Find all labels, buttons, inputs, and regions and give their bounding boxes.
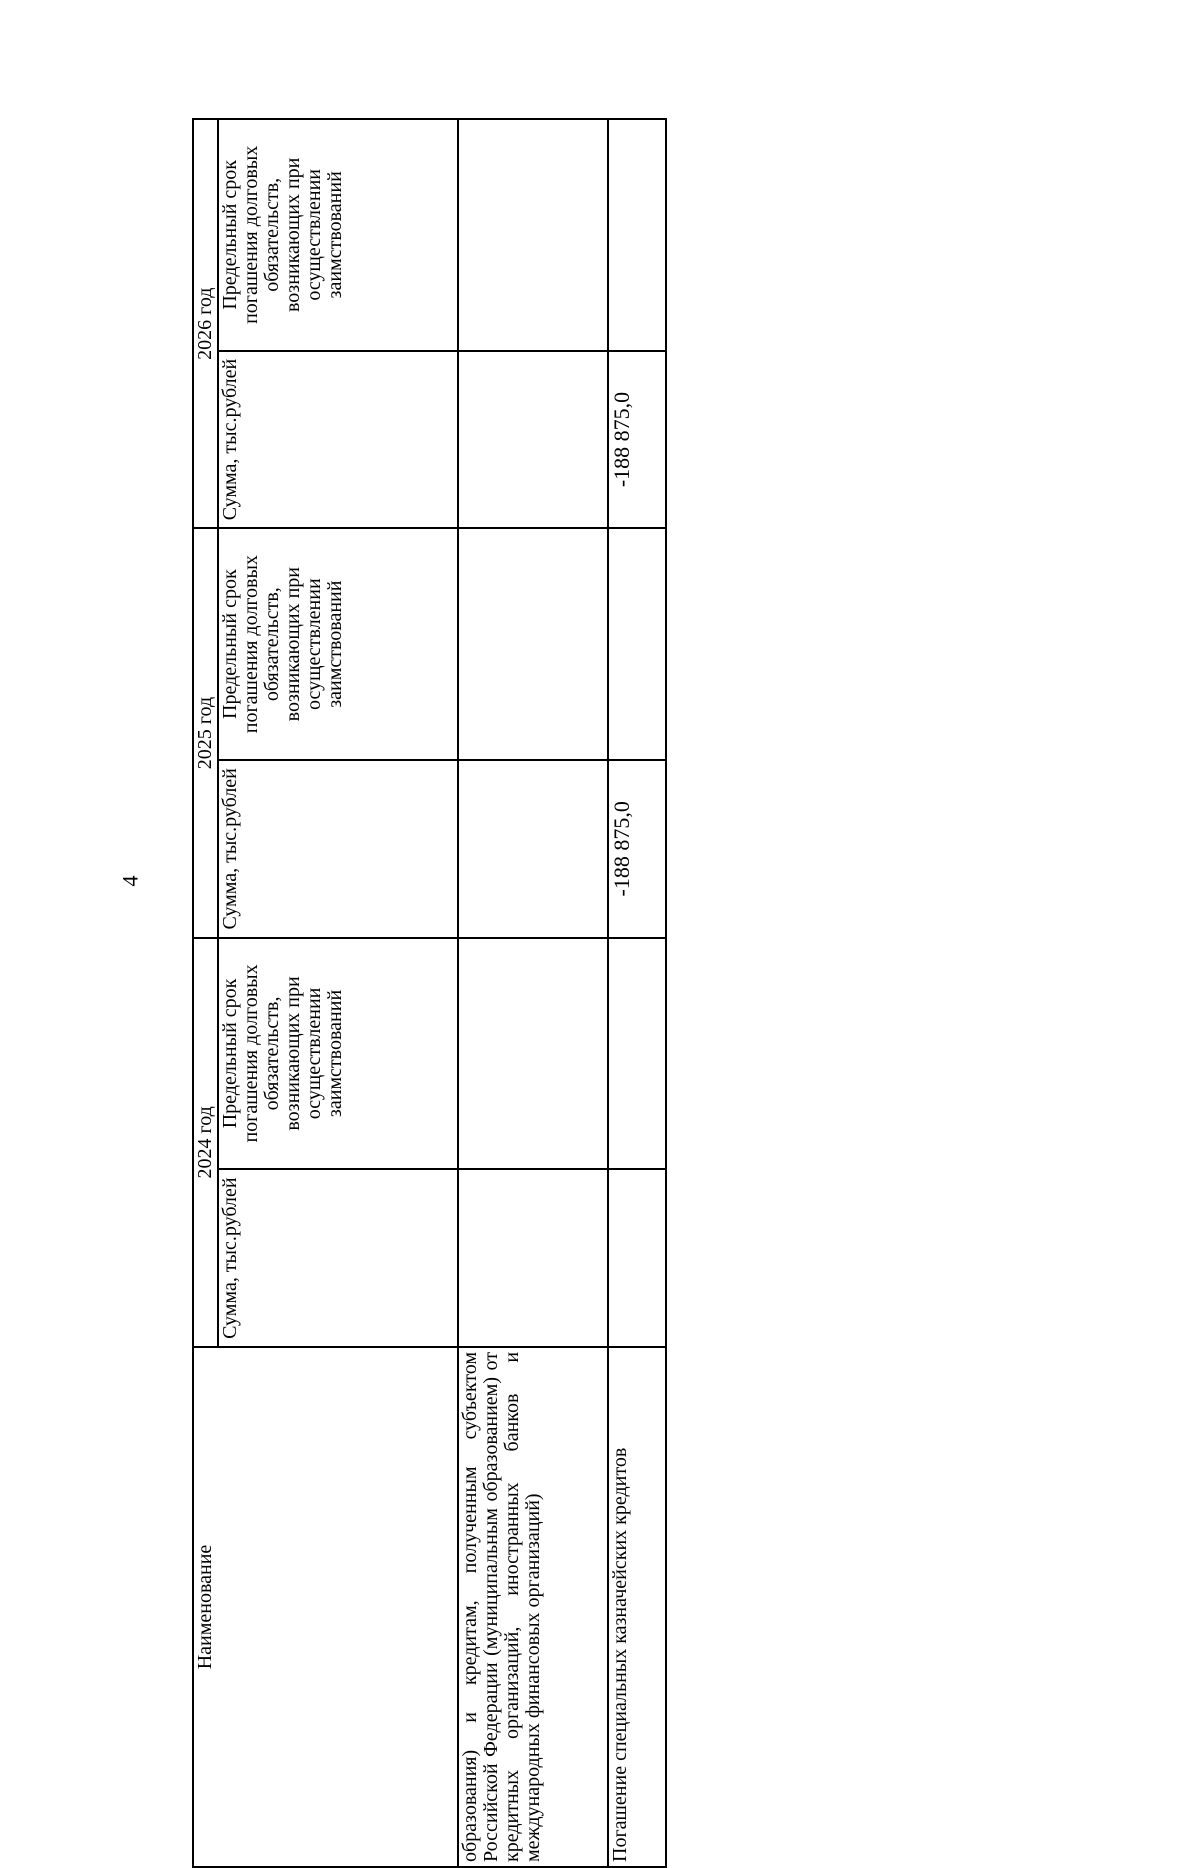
cell-sum-2026: -188 875,0 [608,351,666,529]
header-term-2024: Предельный срок погашения долговых обязательств, возникающих при осуществлении заимствований [218,938,458,1170]
borrowing-table-rotated [192,118,667,1868]
header-year-2025: 2025 год [193,528,218,937]
row-name: Погашение специальных казначейских кредитов [608,1347,666,1867]
cell-sum-2024 [458,1169,608,1347]
page-number: 4 [117,875,143,887]
cell-sum-2026 [458,351,608,529]
table-row [458,119,608,1867]
cell-sum-2025 [458,760,608,938]
header-term-2026: Предельный срок погашения долговых обязательств, возникающих при осуществлении заимствований [218,119,458,351]
cell-sum-2025: -188 875,0 [608,760,666,938]
header-sum-2026: Сумма, тыс.рублей [218,351,458,529]
cell-term-2024 [608,938,666,1170]
header-sum-2024: Сумма, тыс.рублей [218,1169,458,1347]
header-sum-2025: Сумма, тыс.рублей [218,760,458,938]
header-name: Наименование [193,1347,458,1867]
cell-term-2026 [458,119,608,351]
header-term-2025: Предельный срок погашения долговых обязательств, возникающих при осуществлении заимствований [218,528,458,760]
borrowing-table [192,118,667,1868]
cell-term-2025 [458,528,608,760]
header-row-years [193,119,218,1867]
row-name: образования) и кредитам, полученным субъектом Российской Федерации (муниципальным образованием) от кредитных организаций, иностранных банков и международных финансовых организаций) [458,1347,608,1867]
cell-term-2026 [608,119,666,351]
header-year-2024: 2024 год [193,938,218,1347]
table-row [608,119,666,1867]
cell-sum-2024 [608,1169,666,1347]
header-year-2026: 2026 год [193,119,218,528]
cell-term-2025 [608,528,666,760]
cell-term-2024 [458,938,608,1170]
